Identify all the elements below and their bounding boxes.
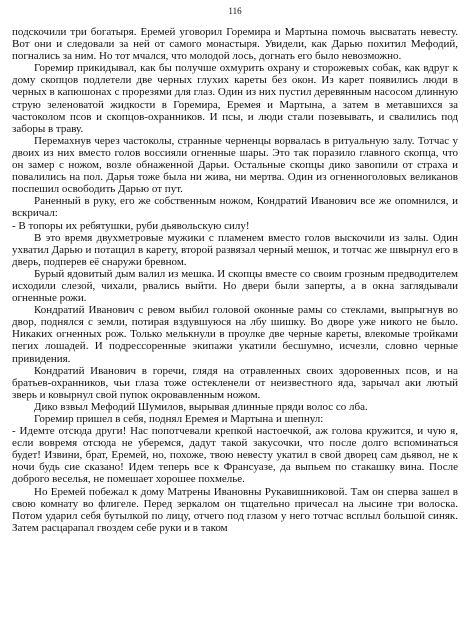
paragraph: Перемахнув через частоколы, странные черненцы ворвалась в ритуальную залу. Тотчас у двоих из них вместо голов воссияли огненные шары. Это так поразило главного скопца, что он замер с ножом, возле обнаженной Дарьи. Остальные скопцы дико завопили от страха и повалились на пол. Дарья тоже была ни жива, ни мертва. Один из огненноголовых великанов поспешил освободить Дарью от пут.	[12, 134, 458, 196]
paragraph: Горемир пришел в себя, поднял Еремея и Мартына и шепнул:	[34, 413, 324, 425]
paragraph: Горемир прикидывал, как бы получше охмурить охрану и сторожевых собак, как вдруг к дому скопцов подлетели две черных глухих кареты без окон. Из карет появились люди в черных в капюшонах с прорезями для глаз. Один из них пустил деревянным насосом длинную струю зеленоватой жидкости в Горемира, Еремея и Мартына, а затем в метавшихся за частоколом псов и скопцов-охранников. И псы, и люди стали позевывать, и свалились под заборы в траву.	[12, 62, 458, 135]
paragraph: подскочили три богатыря. Еремей уговорил Горемира и Мартына помочь высватать невесту. Вот они и следовали за ней от самого монастыря. Увидели, как Дарью похитил Мефодий, погнались за ним. Но тот мчался, что молодой лось, догнать его было невозможно.	[12, 26, 458, 63]
paragraph: Дико взвыл Мефодий Шумилов, вырывая длинные пряди волос со лба.	[34, 400, 368, 413]
paragraph: Но Еремей побежал к дому Матрены Ивановны Рукавишниковой. Там он сперва зашел в свою комнату во флигеле. Перед зеркалом он тщательно причесал на лысине три волоска. Потом ударил себя бутылкой по лицу, отчего под глазом у него тотчас всплыл большой синяк. Затем расцарапал гвоздем себе руки и в таком	[12, 485, 458, 534]
paragraph: Кондратий Иванович в горечи, глядя на отравленных своих здоровенных псов, и на братьев-охранников, чьи глаза тоже остекленели от неизвестного яда, зарычал аки лютый зверь и ковырнул свой пупок окровавленным ножом.	[12, 364, 458, 401]
dialogue-paragraph: - Идемте отсюда други! Нас попотчевали крепкой настоечкой, аж голова кружится, и чую я, если вовремя отсюда не уберемся, дадут такой закусочки, что после долго вспоминаться будет! Извини, брат, Еремей, но, похоже, твою невесту укатил в свой дворец сам дьявол, не к ночи будь сие сказано! Идем теперь все к Франсуазе, да выпьем по стакашку вина. После доброго веселья, не помешает хорошее похмелье.	[12, 425, 458, 486]
paragraph: Кондратий Иванович с ревом выбил головой оконные рамы со стеклами, выпрыгнув во двор, поднялся с земли, потирая вздувшуюся на лбу шишку. Во дворе уже никого не было. Никаких огненных рож. Только мелькнули в проулке две черные кареты, влекомые тройками пегих лошадей. И подрессоренные экипажи укатили бесшумно, исчезли, словно черные привидения.	[12, 304, 458, 365]
page-number: 116	[228, 6, 242, 16]
body-text	[12, 26, 458, 534]
dialogue-line: - В топоры их ребятушки, руби дьявольскую силу!	[12, 219, 250, 232]
paragraph: Раненный в руку, его же собственным ножом, Кондратий Иванович все же опомнился, и вскричал:	[12, 195, 458, 220]
paragraph: В это время двухметровые мужики с пламенем вместо голов выскочили из залы. Один ухватил Дарью и потащил в карету, второй развязал черный мешок, и тотчас же швырнул его в дверь, подперев её снаружи бревном.	[12, 231, 458, 268]
paragraph: Бурый ядовитый дым валил из мешка. И скопцы вместе со своим грозным предводителем исходили слезой, чихали, рвались выйти. Но двери были заперты, а в окна заглядывали огненные рожи.	[12, 267, 458, 305]
